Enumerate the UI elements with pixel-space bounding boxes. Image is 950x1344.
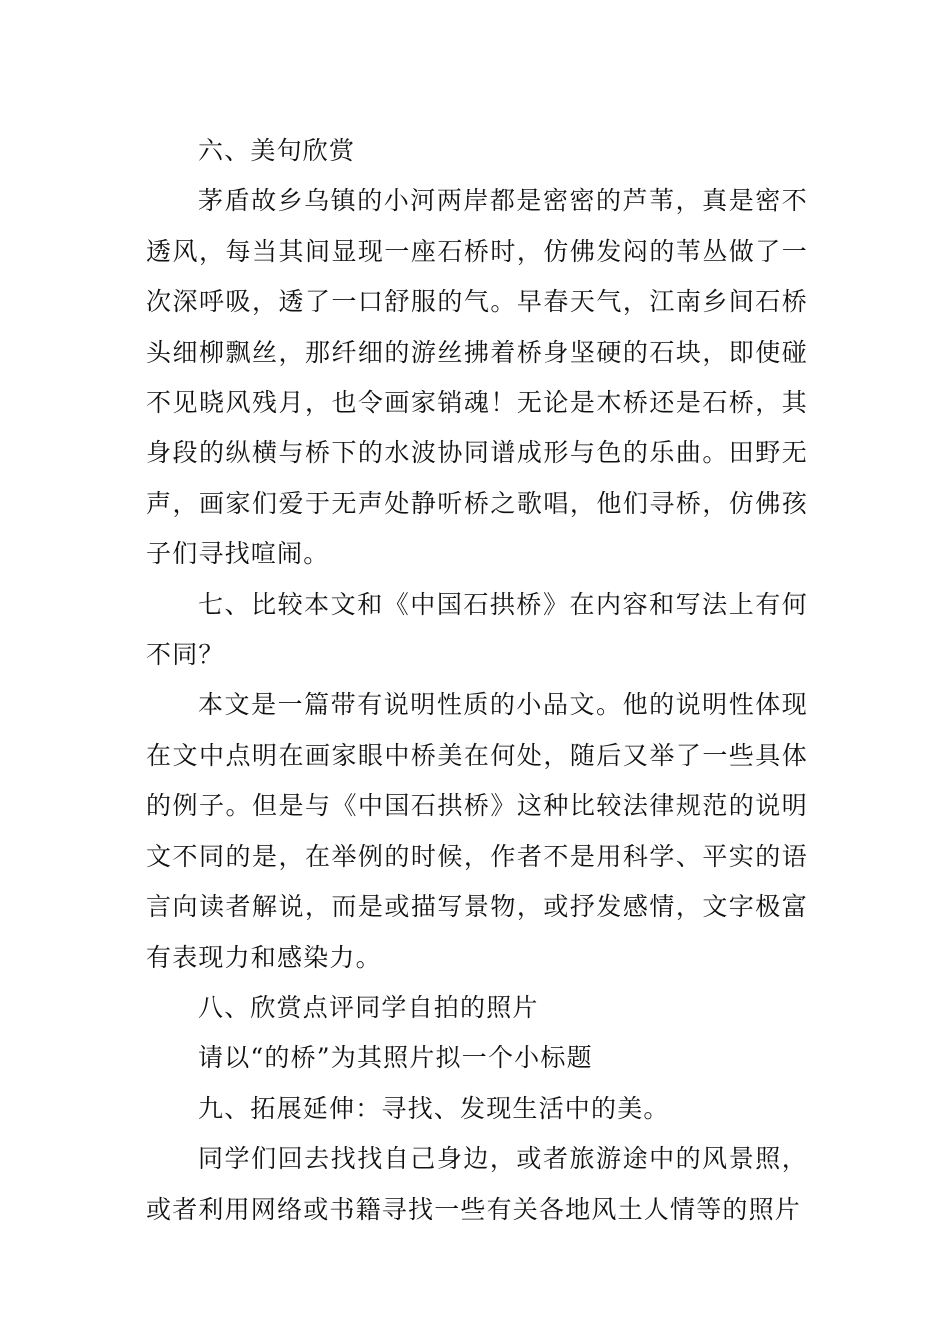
section-heading-nine: 九、拓展延伸：寻找、发现生活中的美。	[198, 1093, 670, 1123]
paragraph-photo-title-task: 请以“的桥”为其照片拟一个小标题	[198, 1043, 593, 1073]
section-heading-six: 六、美句欣赏	[198, 136, 356, 165]
section-heading-eight: 八、欣赏点评同学自拍的照片	[198, 992, 539, 1022]
paragraph-beautiful-sentences: 茅盾故乡乌镇的小河两岸都是密密的芦苇，真是密不透风，每当其间显现一座石桥时，仿佛发闷的苇丛做了一次深呼吸，透了一口舒服的气。早春天气，江南乡间石桥头细柳飘丝，那纤细的游丝拂着桥身坚硬的石块，即使碰不见晓风残月，也令画家销魂！无论是木桥还是石桥，其身段的纵横与桥下的水波协同谱成形与色的乐曲。田野无声，画家们爱于无声处静听桥之歌唱，他们寻桥，仿佛孩子们寻找喧闹。	[146, 186, 808, 569]
document-body	[146, 126, 808, 1235]
paragraph-comparison: 本文是一篇带有说明性质的小品文。他的说明性体现在文中点明在画家眼中桥美在何处，随后又举了一些具体的例子。但是与《中国石拱桥》这种比较法律规范的说明文不同的是，在举例的时候，作者不是用科学、平实的语言向读者解说，而是或描写景物，或抒发感情，文字极富有表现力和感染力。	[146, 690, 808, 972]
section-heading-seven: 七、比较本文和《中国石拱桥》在内容和写法上有何不同？	[146, 589, 808, 670]
paragraph-extension-task: 同学们回去找找自己身边，或者旅游途中的风景照，或者利用网络或书籍寻找一些有关各地风土人情等的照片	[146, 1144, 808, 1224]
